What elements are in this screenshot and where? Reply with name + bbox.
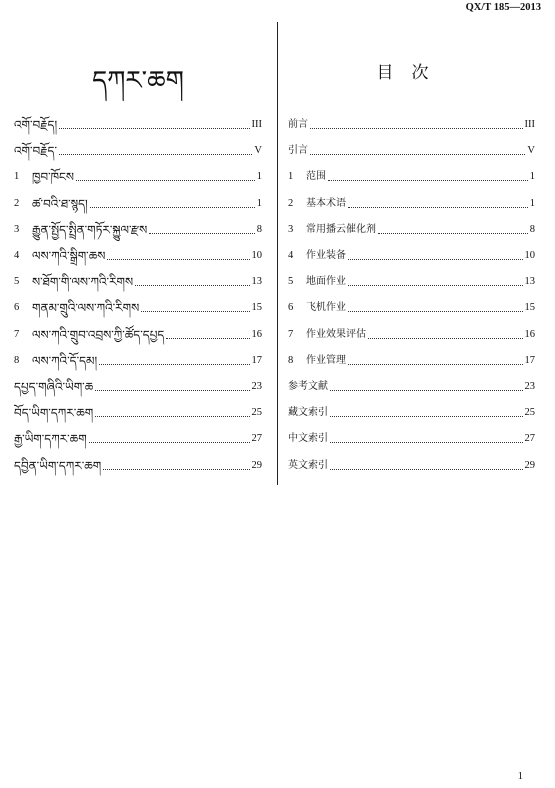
- toc-entry-page: 29: [251, 459, 262, 471]
- dot-leader: [330, 416, 523, 417]
- toc-entry-page: 16: [524, 328, 535, 340]
- toc-entry-label: 藏文索引: [288, 407, 328, 419]
- dot-leader: [348, 364, 523, 365]
- toc-entry[interactable]: [14, 353, 262, 369]
- dot-leader: [99, 364, 249, 365]
- toc-entry-number: 1: [288, 171, 294, 183]
- toc-entry[interactable]: [14, 405, 262, 421]
- toc-entry[interactable]: [288, 405, 535, 421]
- toc-entry-number: 6: [288, 302, 294, 314]
- dot-leader: [95, 416, 249, 417]
- toc-entry[interactable]: [288, 327, 535, 343]
- toc-entry[interactable]: [14, 327, 262, 343]
- dot-leader: [59, 128, 249, 129]
- toc-entry[interactable]: [288, 274, 535, 290]
- toc-entry-label: འགོ་བརྗོད་: [14, 144, 58, 159]
- toc-entry-number: 8: [288, 354, 294, 366]
- dot-leader: [348, 285, 523, 286]
- toc-entry-page: 10: [251, 250, 262, 261]
- toc-entry[interactable]: [288, 379, 535, 395]
- toc-entry-label: འགོ་བརྗོད།: [14, 118, 58, 132]
- dot-leader: [166, 338, 249, 339]
- toc-entry-page: 16: [251, 328, 262, 340]
- toc-entry[interactable]: [288, 431, 535, 447]
- toc-entry[interactable]: [288, 353, 535, 369]
- toc-entry-number: 3: [288, 223, 294, 235]
- dot-leader: [348, 311, 523, 312]
- toc-entry-label: 作业管理: [306, 354, 346, 366]
- toc-entry-label: རྒྱ་ཡིག་དཀར་ཆག: [14, 432, 87, 447]
- toc-entry-label: 常用播云催化剂: [306, 223, 376, 235]
- toc-entry-label: 飞机作业: [306, 302, 346, 314]
- toc-entry-label: ལས་ཀའི་གྲུབ་འབྲས་ཀྱི་ཚོད་དཔྱད: [32, 327, 165, 342]
- toc-entry-page: 17: [524, 354, 535, 366]
- toc-entry-page: 8: [256, 223, 262, 235]
- toc-entry-label: གནམ་གྲུའི་ལས་ཀའི་རིགས: [32, 301, 140, 316]
- toc-entry-label: ལས་ཀའི་དོ་དམ།: [32, 353, 98, 368]
- toc-entry-label: ལས་ཀའི་སྒྲིག་ཆས: [32, 249, 106, 263]
- toc-entry-page: 15: [251, 302, 262, 314]
- toc-entry[interactable]: [14, 379, 262, 395]
- toc-entry-page: 10: [524, 250, 535, 261]
- toc-entry-page: 17: [251, 354, 262, 366]
- toc-entry-page: 1: [529, 197, 535, 209]
- toc-entry-label: 作业效果评估: [306, 328, 366, 340]
- toc-entry-label: བོད་ཡིག་དཀར་ཆག: [14, 406, 94, 421]
- toc-entry-page: 25: [524, 407, 535, 419]
- column-divider: [277, 22, 278, 485]
- toc-entry[interactable]: [14, 222, 262, 238]
- dot-leader: [149, 233, 255, 234]
- dot-leader: [310, 154, 525, 155]
- toc-entry[interactable]: [14, 458, 262, 474]
- toc-entry-page: 1: [529, 171, 535, 183]
- toc-entry-page: III: [251, 119, 262, 130]
- toc-entry[interactable]: [288, 169, 535, 185]
- toc-entry-page: III: [524, 119, 535, 130]
- toc-entry[interactable]: [14, 143, 262, 159]
- dot-leader: [95, 390, 249, 391]
- dot-leader: [330, 390, 523, 391]
- toc-entry-page: 1: [256, 197, 262, 209]
- toc-entry[interactable]: [14, 300, 262, 316]
- toc-entry-page: V: [527, 145, 535, 157]
- toc-entry-page: 8: [529, 223, 535, 235]
- toc-entry-page: 23: [251, 381, 262, 392]
- toc-entry-number: 7: [288, 328, 294, 340]
- toc-entry-label: དབྱིན་ཡིག་དཀར་ཆག: [14, 458, 102, 473]
- toc-entry[interactable]: [288, 196, 535, 212]
- toc-entry-page: 25: [251, 407, 262, 419]
- dot-leader: [378, 233, 528, 234]
- toc-entry-label: རྒྱུན་སྤྱོད་སྤྲིན་གཏོར་སྐྱུལ་རྫས: [32, 222, 148, 237]
- toc-entry-page: V: [254, 145, 262, 157]
- toc-entry-page: 13: [524, 276, 535, 288]
- toc-entry-label: 中文索引: [288, 433, 328, 445]
- toc-entry-number: 5: [14, 276, 20, 288]
- toc-entry-page: 1: [256, 171, 262, 183]
- toc-entry-number: 3: [14, 223, 20, 235]
- toc-entry[interactable]: [14, 169, 262, 185]
- dot-leader: [348, 207, 528, 208]
- toc-entry-label: ཚ་བའི་ཐ་སྙད།: [32, 196, 88, 211]
- dot-leader: [141, 311, 249, 312]
- toc-entry-label: 引言: [288, 145, 308, 157]
- dot-leader: [330, 442, 523, 443]
- dot-leader: [103, 469, 249, 470]
- toc-entry-label: 范围: [306, 171, 326, 183]
- toc-entry[interactable]: [288, 248, 535, 264]
- toc-entry[interactable]: [14, 248, 262, 264]
- toc-entry-number: 5: [288, 276, 294, 288]
- toc-entry[interactable]: [288, 300, 535, 316]
- toc-entry-label: དཔྱད་གཞིའི་ཡིག་ཆ: [14, 380, 94, 394]
- toc-entry[interactable]: [288, 458, 535, 474]
- toc-entry[interactable]: [288, 222, 535, 238]
- standard-number: QX/T 185—2013: [465, 2, 541, 13]
- toc-entry-page: 15: [524, 302, 535, 314]
- toc-entry-number: 2: [14, 197, 20, 209]
- toc-entry-page: 27: [251, 433, 262, 445]
- toc-entry-page: 29: [524, 459, 535, 471]
- toc-entry-number: 6: [14, 302, 20, 314]
- dot-leader: [107, 259, 249, 260]
- toc-entry-number: 4: [288, 250, 294, 261]
- toc-entry[interactable]: [14, 117, 262, 133]
- dot-leader: [76, 180, 255, 181]
- toc-entry-page: 27: [524, 433, 535, 445]
- toc-entry-page: 23: [524, 381, 535, 392]
- page-number: 1: [517, 771, 523, 782]
- dot-leader: [310, 128, 523, 129]
- toc-entry-number: 8: [14, 354, 20, 366]
- toc-entry-number: 1: [14, 171, 20, 183]
- toc-entry-label: ཁྱབ་ཁོངས: [32, 170, 75, 185]
- dot-leader: [89, 442, 250, 443]
- toc-entry[interactable]: [14, 196, 262, 212]
- toc-entry[interactable]: [288, 117, 535, 133]
- toc-entry[interactable]: [14, 274, 262, 290]
- toc-entry-number: 7: [14, 328, 20, 340]
- toc-entry-label: 地面作业: [306, 276, 346, 288]
- toc-entry-label: 作业装备: [306, 250, 346, 261]
- toc-entry-label: ས་ཐོག་གི་ལས་ཀའི་རིགས: [32, 275, 134, 290]
- tibetan-toc-title: དཀར་ཆག: [92, 66, 184, 96]
- toc-entry-label: 参考文献: [288, 381, 328, 392]
- dot-leader: [330, 469, 523, 470]
- toc-entry-number: 2: [288, 197, 294, 209]
- toc-entry[interactable]: [288, 143, 535, 159]
- chinese-toc-title: 目次: [376, 63, 447, 82]
- toc-entry-label: 英文索引: [288, 459, 328, 471]
- dot-leader: [135, 285, 249, 286]
- dot-leader: [368, 338, 523, 339]
- dot-leader: [348, 259, 523, 260]
- toc-entry-number: 4: [14, 250, 20, 261]
- toc-entry-label: 前言: [288, 119, 308, 130]
- dot-leader: [59, 154, 252, 155]
- dot-leader: [90, 207, 255, 208]
- toc-entry-label: 基本术语: [306, 197, 346, 209]
- toc-entry-page: 13: [251, 276, 262, 288]
- toc-entry[interactable]: [14, 431, 262, 447]
- dot-leader: [328, 180, 528, 181]
